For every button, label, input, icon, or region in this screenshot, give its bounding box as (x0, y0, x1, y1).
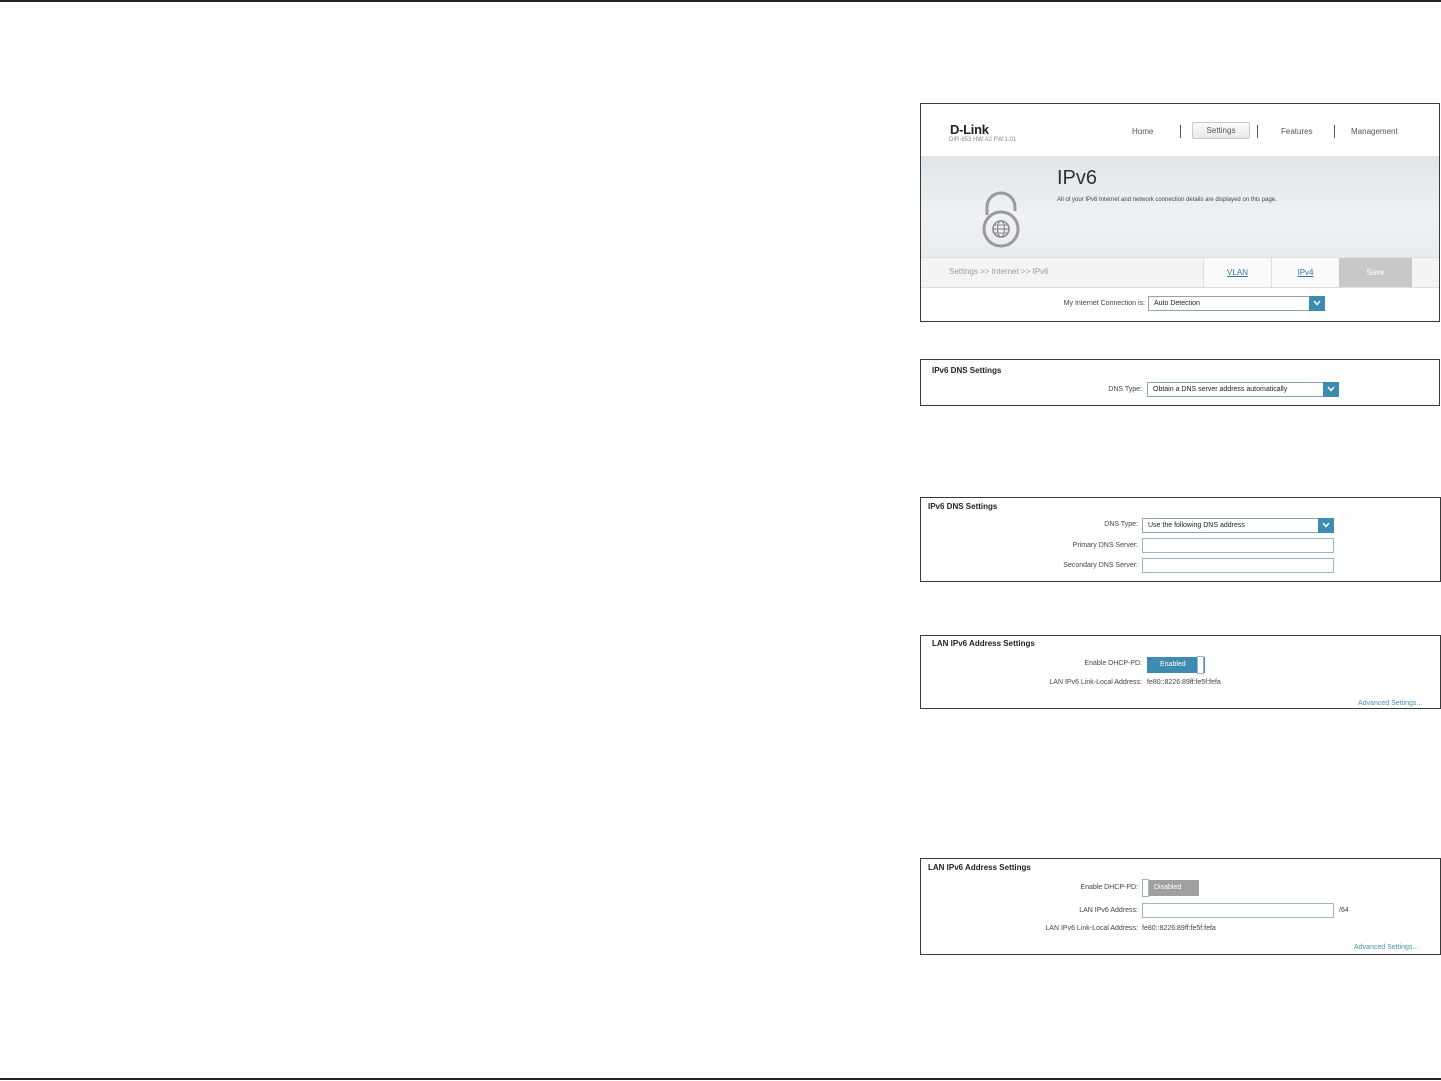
nav-separator (1334, 125, 1335, 138)
lan-ipv6-address-label: LAN IPv6 Address: (1079, 907, 1138, 914)
model-info: DIR-853 HW:A2 FW:1.01 (949, 137, 1017, 143)
dhcp-pd-label: Enable DHCP-PD: (1084, 660, 1142, 667)
lan-ipv6-disabled-panel (920, 858, 1441, 955)
secondary-dns-label: Secondary DNS Server: (1063, 562, 1138, 569)
toggle-knob[interactable] (1142, 879, 1149, 897)
nav-management[interactable]: Management (1351, 127, 1398, 136)
nav-settings[interactable]: Settings (1192, 122, 1250, 139)
dns-type-label: DNS Type: (1108, 386, 1142, 393)
bottom-rule (0, 1078, 1441, 1080)
lan-ipv6-address-input[interactable] (1142, 903, 1334, 918)
dlink-logo: D-Link (950, 122, 989, 137)
top-rule (0, 0, 1441, 2)
connection-label: My Internet Connection is: (1063, 300, 1145, 307)
section-title: IPv6 DNS Settings (928, 502, 998, 511)
nav-home[interactable]: Home (1132, 127, 1154, 136)
dns-type-value: Use the following DNS address (1148, 522, 1245, 529)
tab-vlan[interactable]: VLAN (1203, 258, 1271, 287)
dns-settings-auto-panel (920, 359, 1440, 406)
dns-type-select[interactable] (1142, 518, 1334, 533)
prefix-length: /64 (1339, 907, 1349, 914)
advanced-settings-link[interactable]: Advanced Settings... (1358, 700, 1423, 707)
page-description: All of your IPv6 Internet and network connection details are displayed on this page. (1057, 197, 1277, 203)
primary-dns-input[interactable] (1142, 538, 1334, 553)
link-local-label: LAN IPv6 Link-Local Address: (1045, 925, 1138, 932)
ipv6-page-panel (920, 103, 1440, 322)
globe-lock-icon (979, 189, 1023, 249)
link-local-value: fe80::8226:89ff:fe5f:fefa (1147, 679, 1221, 686)
chevron-down-icon[interactable] (1309, 296, 1325, 311)
breadcrumb: Settings >> Internet >> IPv6 (949, 267, 1049, 276)
toggle-state: Enabled (1160, 661, 1186, 668)
tab-ipv4[interactable]: IPv4 (1271, 258, 1339, 287)
dns-type-select[interactable] (1147, 382, 1339, 397)
secondary-dns-input[interactable] (1142, 558, 1334, 573)
lan-ipv6-enabled-panel (920, 635, 1441, 709)
dhcp-pd-toggle[interactable] (1142, 880, 1199, 896)
dns-type-label: DNS Type: (1104, 521, 1138, 528)
toggle-knob[interactable] (1197, 656, 1204, 674)
advanced-settings-link[interactable]: Advanced Settings... (1354, 944, 1419, 951)
breadcrumb-bar (921, 257, 1439, 288)
link-local-value: fe80::8226:89ff:fe5f:fefa (1142, 925, 1216, 932)
section-title: IPv6 DNS Settings (932, 366, 1002, 375)
section-title: LAN IPv6 Address Settings (928, 863, 1031, 872)
primary-dns-label: Primary DNS Server: (1072, 542, 1138, 549)
top-nav-bar (921, 104, 1439, 157)
chevron-down-icon[interactable] (1323, 382, 1339, 397)
page-banner (921, 157, 1439, 257)
nav-separator (1257, 125, 1258, 138)
toggle-state: Disabled (1154, 884, 1182, 891)
page-title: IPv6 (1057, 167, 1098, 189)
dhcp-pd-label: Enable DHCP-PD: (1080, 884, 1138, 891)
dhcp-pd-toggle[interactable] (1147, 657, 1205, 673)
nav-separator (1180, 125, 1181, 138)
chevron-down-icon[interactable] (1318, 518, 1334, 533)
link-local-label: LAN IPv6 Link-Local Address: (1049, 679, 1142, 686)
dns-type-value: Obtain a DNS server address automatically (1153, 386, 1288, 393)
section-title: LAN IPv6 Address Settings (932, 639, 1035, 648)
connection-type-select[interactable] (1148, 296, 1325, 311)
nav-features[interactable]: Features (1281, 127, 1313, 136)
dns-settings-manual-panel (920, 497, 1441, 582)
connection-type-value: Auto Detection (1154, 300, 1200, 307)
save-button[interactable]: Save (1339, 258, 1412, 287)
